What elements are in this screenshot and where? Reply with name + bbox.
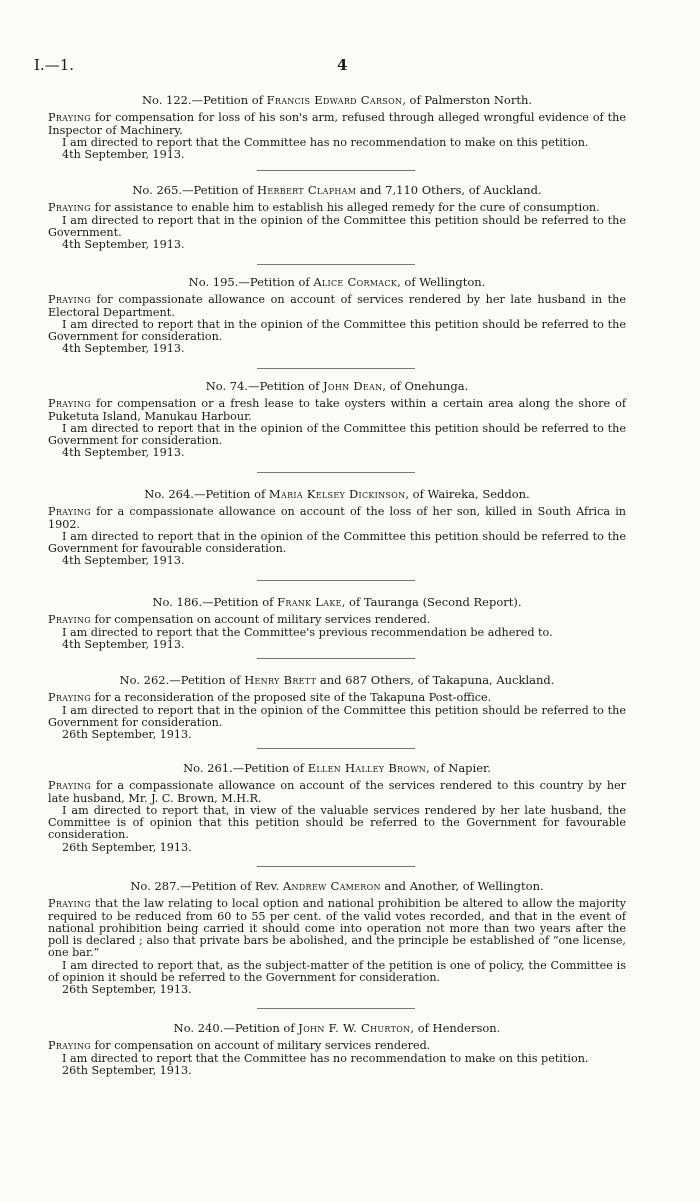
praying-text: for a compassionate allowance on account of the loss of her son, killed in South Africa in 1902. <box>48 505 626 531</box>
praying-keyword: Praying <box>48 897 91 911</box>
report-date: 4th September, 1913. <box>62 637 185 651</box>
praying-keyword: Praying <box>48 201 91 215</box>
petition-number: No. 122.—Petition of <box>141 93 263 107</box>
petition-origin: , of Napier. <box>426 761 491 775</box>
petition-number: No. 287.—Petition of Rev. <box>130 879 280 893</box>
praying-text: for compensation for loss of his son's arm, refused through alleged wrongful evidence of the Inspector of Machinery. <box>48 111 626 137</box>
petition-origin: , of Henderson. <box>410 1021 501 1035</box>
petition-number: No. 186.—Petition of <box>152 595 274 609</box>
praying-text: for compensation on account of military services rendered. <box>90 613 431 627</box>
report-date: 26th September, 1913. <box>62 1063 192 1077</box>
page-number: 4 <box>337 56 348 74</box>
praying-keyword: Praying <box>48 691 91 705</box>
petition-origin: and Another, of Wellington. <box>380 879 544 893</box>
petition-title <box>48 380 626 392</box>
petition-entry <box>48 880 626 997</box>
praying-paragraph <box>48 780 626 805</box>
praying-keyword: Praying <box>48 1039 91 1053</box>
petition-number: No. 74.—Petition of <box>205 379 320 393</box>
petitioner-name: John Dean <box>323 379 383 393</box>
report-paragraph: I am directed to report that in the opinion of the Committee this petition should be referred to the Government for favourable consideration. <box>48 529 626 556</box>
petitioner-name: John F. W. Churton <box>298 1021 411 1035</box>
petition-title <box>48 184 626 196</box>
praying-text: for assistance to enable him to establish his alleged remedy for the cure of consumption. <box>90 201 600 215</box>
praying-keyword: Praying <box>48 779 91 793</box>
petition-origin: , of Waireka, Seddon. <box>405 487 530 501</box>
petition-title <box>48 488 626 500</box>
petition-number: No. 265.—Petition of <box>132 183 254 197</box>
petition-origin: and 687 Others, of Takapuna, Auckland. <box>316 673 555 687</box>
report-paragraph: I am directed to report that in the opinion of the Committee this petition should be referred to the Government for consideration. <box>48 421 626 448</box>
petition-number: No. 240.—Petition of <box>173 1021 295 1035</box>
petition-entry <box>48 184 626 251</box>
report-paragraph: I am directed to report that in the opinion of the Committee this petition should be referred to the Government. <box>48 213 626 239</box>
petition-origin: , of Tauranga (Second Report). <box>341 595 522 609</box>
praying-keyword: Praying <box>48 293 91 307</box>
report-date: 26th September, 1913. <box>62 728 192 742</box>
praying-text: that the law relating to local option and national prohibition be altered to allow the majority required to be reduced from 60 to 55 per cent. of the valid votes recorded, and that in the event of national prohibition being carried it should come into operation not more than two years after the poll is declared ; also that private bars be abolished, and the principle be established of “one license, one bar.” <box>48 897 626 960</box>
petition-title <box>48 880 626 892</box>
report-paragraph: I am directed to report that in the opinion of the Committee this petition should be referred to the Government for consideration. <box>48 703 626 729</box>
praying-text: for a compassionate allowance on account of the services rendered to this country by her late husband, Mr. J. C. Brown, M.H.R. <box>48 779 626 805</box>
report-date: 26th September, 1913. <box>62 983 192 997</box>
report-paragraph: I am directed to report that in the opinion of the Committee this petition should be referred to the Government for consideration. <box>48 317 626 344</box>
section-divider <box>257 748 415 749</box>
praying-paragraph <box>48 398 626 423</box>
praying-text: for compassionate allowance on account of services rendered by her late husband in the Electoral Department. <box>48 293 626 319</box>
praying-paragraph <box>48 614 626 626</box>
petition-title <box>48 596 626 608</box>
document-reference: I.—1. <box>34 56 75 74</box>
page-header <box>0 56 700 76</box>
petition-entry <box>48 596 626 651</box>
petition-title <box>48 762 626 774</box>
petitioner-name: Henry Brett <box>244 673 317 687</box>
petition-origin: , of Wellington. <box>397 275 486 289</box>
petition-number: No. 195.—Petition of <box>188 275 310 289</box>
praying-paragraph <box>48 112 626 137</box>
praying-paragraph <box>48 692 626 704</box>
praying-text: for compensation or a fresh lease to take oysters within a certain area along the shore of Puketuta Island, Manukau Harbour. <box>48 397 626 423</box>
petition-number: No. 262.—Petition of <box>119 673 241 687</box>
report-paragraph: I am directed to report that the Committee has no recommendation to make on this petition. <box>62 1051 589 1065</box>
report-paragraph: I am directed to report that, in view of the valuable services rendered by her late husband, the Committee is of opinion that this petition should be referred to the Government for favourable consideration. <box>48 803 626 842</box>
report-paragraph: I am directed to report that the Committee has no recommendation to make on this petition. <box>62 135 589 149</box>
petition-entry <box>48 1022 626 1077</box>
report-paragraph: I am directed to report that, as the subject-matter of the petition is one of policy, the Committee is of opinion it should be referred to the Government for consideration. <box>48 958 626 985</box>
petitioner-name: Alice Cormack <box>313 275 398 289</box>
section-divider <box>257 866 415 867</box>
section-divider <box>257 472 415 473</box>
section-divider <box>257 658 415 659</box>
petition-origin: , of Palmerston North. <box>402 93 533 107</box>
petitioner-name: Maria Kelsey Dickinson <box>268 487 406 501</box>
praying-text: for compensation on account of military services rendered. <box>90 1039 431 1053</box>
section-divider <box>257 1008 415 1009</box>
petitioner-name: Ellen Halley Brown <box>307 761 427 775</box>
petition-title <box>48 1022 626 1034</box>
petition-entry <box>48 94 626 161</box>
report-date: 26th September, 1913. <box>62 840 192 854</box>
petition-title <box>48 276 626 288</box>
petition-number: No. 261.—Petition of <box>183 761 305 775</box>
section-divider <box>257 264 415 265</box>
petition-title <box>48 94 626 106</box>
praying-keyword: Praying <box>48 397 91 411</box>
petitioner-name: Herbert Clapham <box>257 183 357 197</box>
petition-number: No. 264.—Petition of <box>144 487 266 501</box>
petitioner-name: Andrew Cameron <box>282 879 381 893</box>
petition-entry <box>48 674 626 741</box>
section-divider <box>257 580 415 581</box>
petitioner-name: Frank Lake <box>277 595 342 609</box>
praying-keyword: Praying <box>48 613 91 627</box>
section-divider <box>257 368 415 369</box>
praying-keyword: Praying <box>48 111 91 125</box>
petition-origin: and 7,110 Others, of Auckland. <box>356 183 542 197</box>
praying-paragraph <box>48 898 626 959</box>
report-paragraph: I am directed to report that the Committee's previous recommendation be adhered to. <box>62 625 553 639</box>
section-divider <box>257 170 415 171</box>
praying-paragraph <box>48 506 626 531</box>
report-date: 4th September, 1913. <box>62 342 185 356</box>
praying-paragraph <box>48 294 626 319</box>
petitioner-name: Francis Edward Carson <box>266 93 403 107</box>
report-date: 4th September, 1913. <box>62 238 185 252</box>
praying-paragraph <box>48 1040 626 1052</box>
petition-entry <box>48 762 626 854</box>
praying-keyword: Praying <box>48 505 91 519</box>
petition-entry <box>48 276 626 356</box>
petition-entry <box>48 380 626 460</box>
report-date: 4th September, 1913. <box>62 554 185 568</box>
praying-paragraph <box>48 202 626 214</box>
praying-text: for a reconsideration of the proposed site of the Takapuna Post-office. <box>90 691 492 705</box>
petition-origin: , of Onehunga. <box>382 379 469 393</box>
petition-entry <box>48 488 626 568</box>
report-date: 4th September, 1913. <box>62 148 185 162</box>
petition-title <box>48 674 626 686</box>
report-date: 4th September, 1913. <box>62 446 185 460</box>
